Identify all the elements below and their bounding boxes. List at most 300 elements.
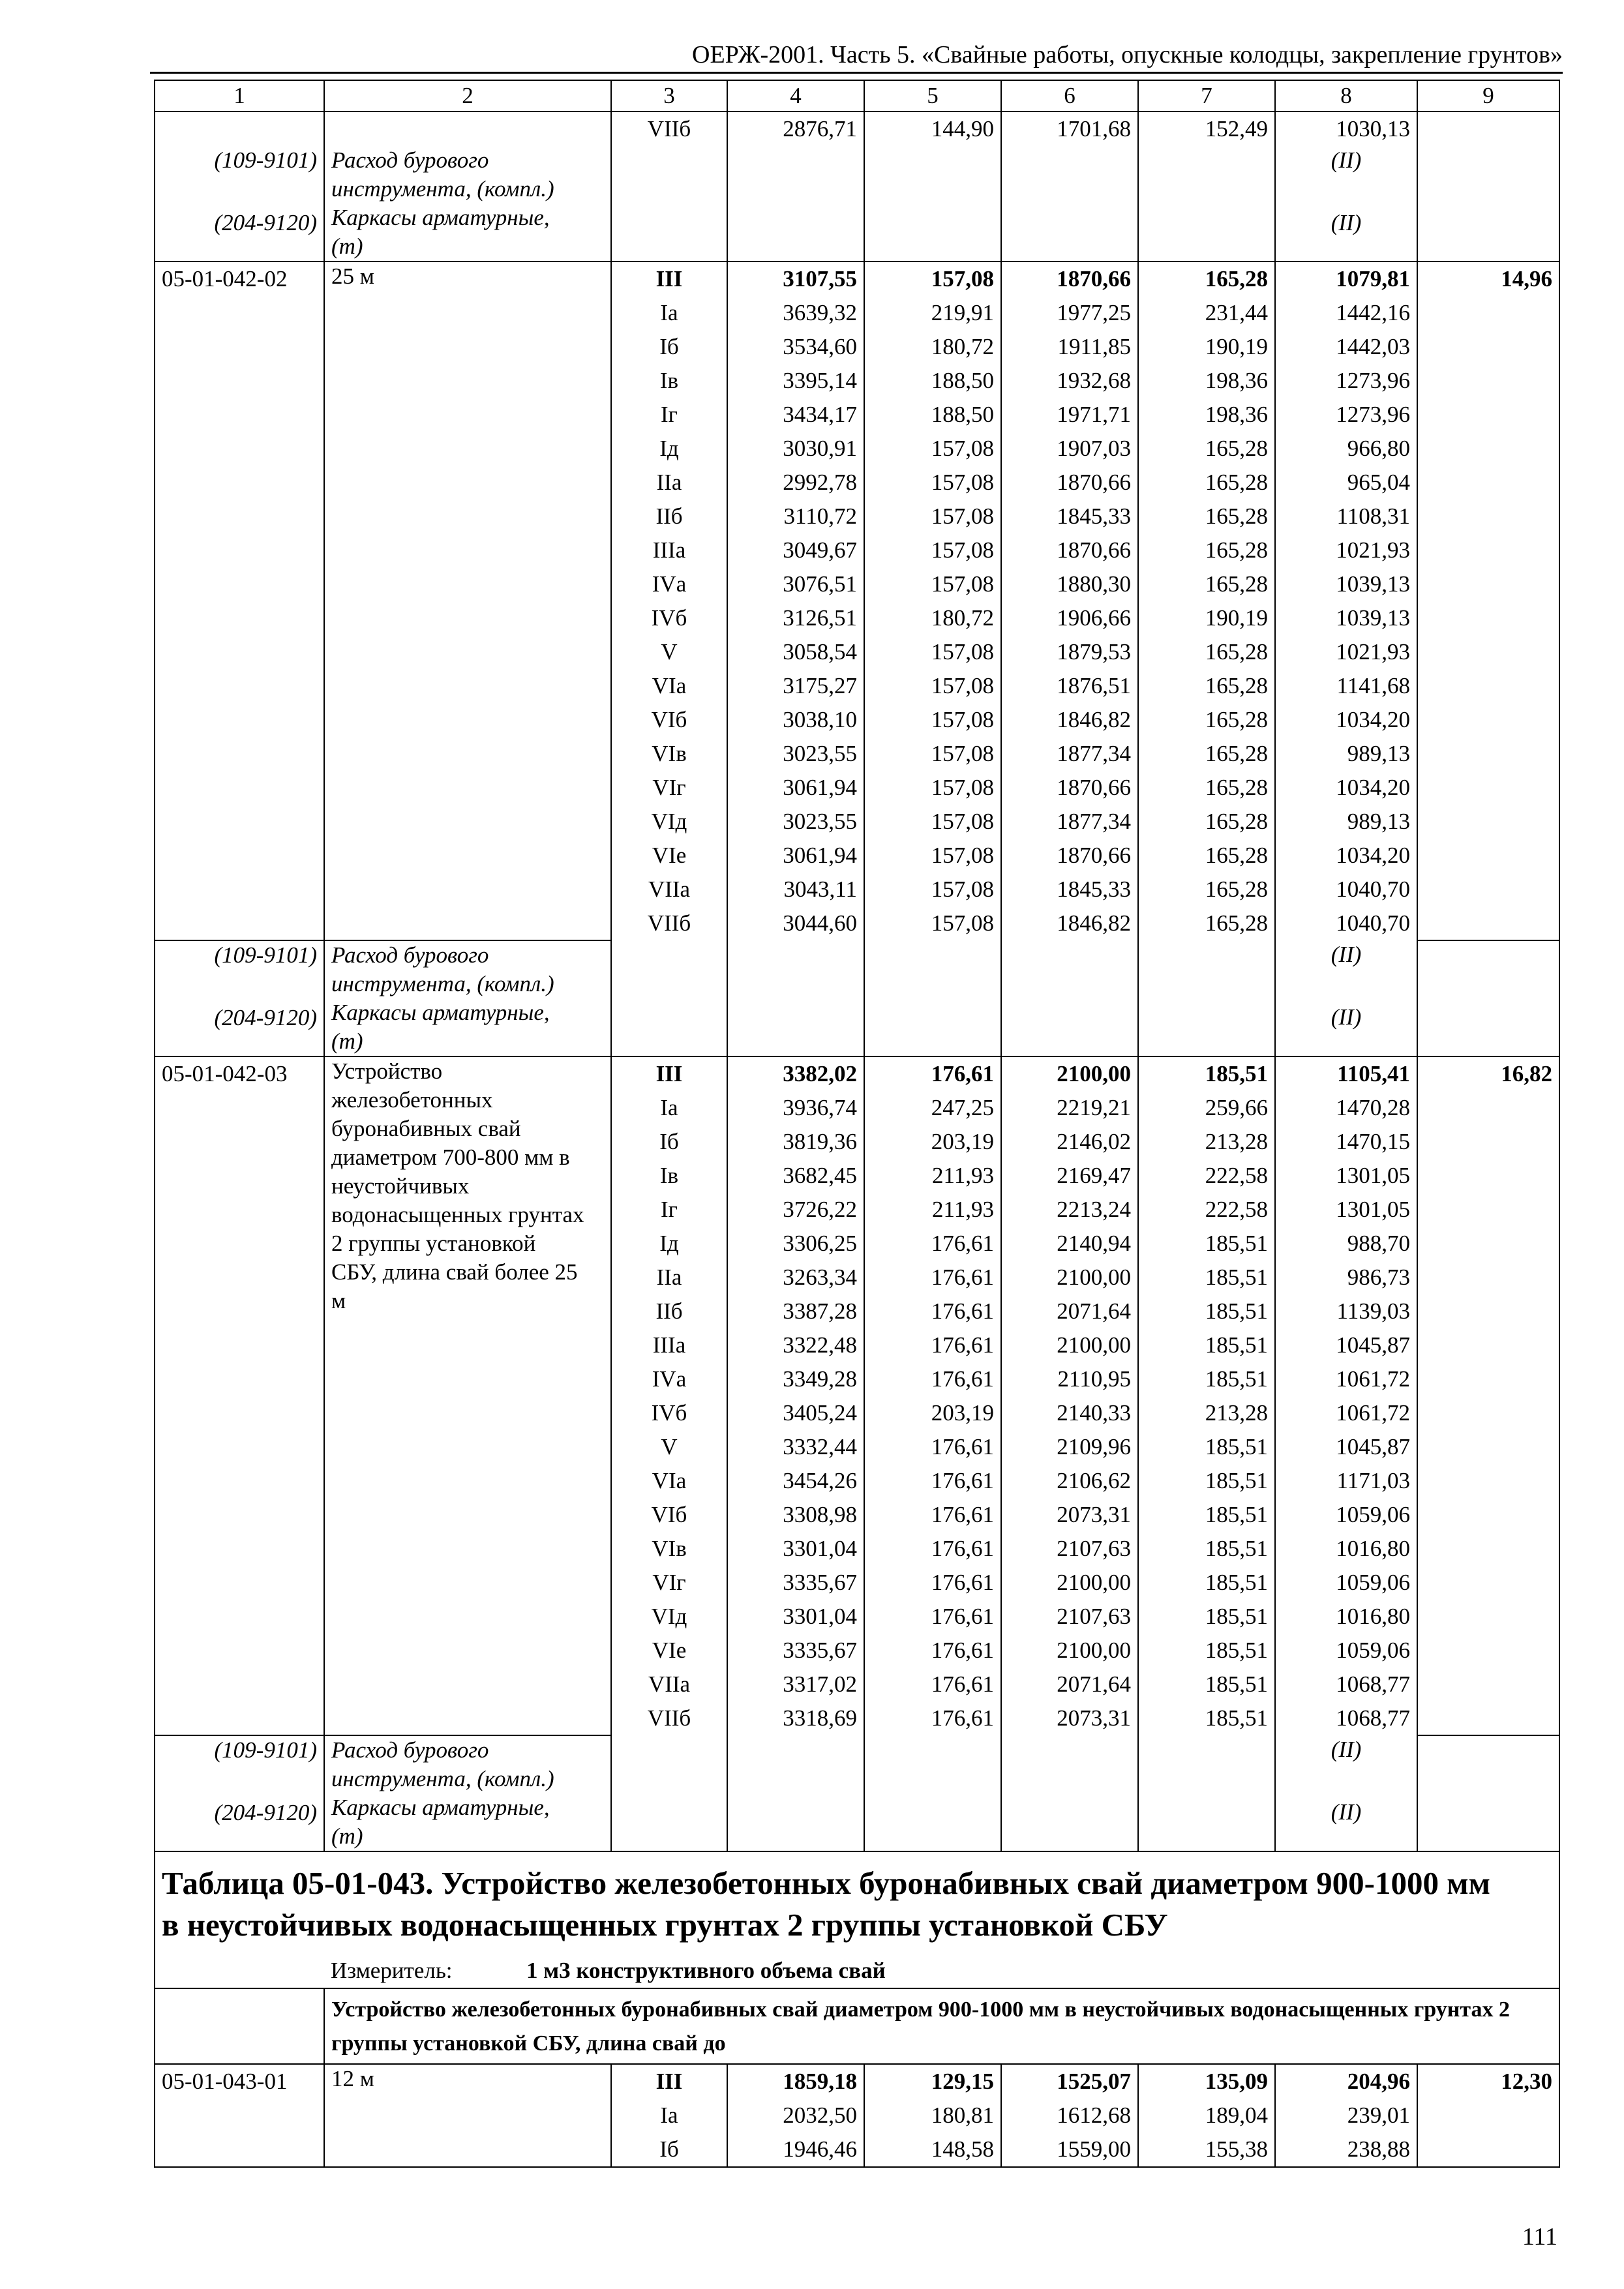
value-col-7: 155,38 bbox=[1138, 2132, 1275, 2167]
section-heading-spacer bbox=[155, 1988, 324, 2064]
value-col-5: 157,08 bbox=[864, 500, 1001, 533]
note-texts bbox=[324, 1735, 611, 1851]
value-col-6: 1879,53 bbox=[1001, 635, 1138, 669]
value-col-6: 1870,66 bbox=[1001, 839, 1138, 873]
value-col-7: 165,28 bbox=[1138, 873, 1275, 906]
value-col-7: 190,19 bbox=[1138, 330, 1275, 364]
note-col-4 bbox=[727, 146, 864, 262]
value-col-8: 1139,03 bbox=[1275, 1294, 1417, 1328]
value-col-7: 165,28 bbox=[1138, 737, 1275, 771]
note-text: инструмента, (компл.) bbox=[331, 1766, 554, 1791]
note-code: (204-9120) bbox=[214, 1800, 317, 1825]
table-row-total bbox=[155, 2064, 1559, 2099]
value-col-5: 176,61 bbox=[864, 1294, 1001, 1328]
value-col-8: 1273,96 bbox=[1275, 364, 1417, 398]
note-col-3 bbox=[611, 1735, 727, 1851]
note-text: Каркасы арматурные, bbox=[331, 205, 550, 230]
note-text: Расход бурового bbox=[331, 147, 489, 173]
work-description bbox=[324, 112, 611, 146]
value-col-5: 180,72 bbox=[864, 601, 1001, 635]
zone-code: VIа bbox=[611, 669, 727, 703]
value-col-8: 1301,05 bbox=[1275, 1159, 1417, 1193]
value-col-4: 3023,55 bbox=[727, 805, 864, 839]
value-col-8: 1016,80 bbox=[1275, 1600, 1417, 1634]
value-col-4: 3819,36 bbox=[727, 1125, 864, 1159]
work-description-line: Устройство bbox=[331, 1058, 443, 1084]
note-mark: (II) bbox=[1331, 1004, 1362, 1030]
value-col-7: 222,58 bbox=[1138, 1193, 1275, 1227]
value-col-4: 3395,14 bbox=[727, 364, 864, 398]
zone-code: VIв bbox=[611, 737, 727, 771]
value-col-8: 1034,20 bbox=[1275, 771, 1417, 805]
value-col-5: 180,72 bbox=[864, 330, 1001, 364]
value-col-7: 259,66 bbox=[1138, 1091, 1275, 1125]
section-heading-row bbox=[155, 1988, 1559, 2064]
value-col-5: 144,90 bbox=[864, 112, 1001, 146]
value-col-5: 157,08 bbox=[864, 262, 1001, 296]
value-col-6: 2071,64 bbox=[1001, 1294, 1138, 1328]
value-col-4: 1859,18 bbox=[727, 2064, 864, 2099]
work-description-line: 25 м bbox=[331, 263, 374, 289]
value-col-8: 988,70 bbox=[1275, 1227, 1417, 1261]
value-col-8: 239,01 bbox=[1275, 2099, 1417, 2132]
value-col-6: 2100,00 bbox=[1001, 1566, 1138, 1600]
rates-table-body bbox=[155, 80, 1559, 2167]
value-col-5: 157,08 bbox=[864, 737, 1001, 771]
column-number: 4 bbox=[727, 80, 864, 112]
value-col-4: 3382,02 bbox=[727, 1056, 864, 1091]
value-col-8: 1061,72 bbox=[1275, 1396, 1417, 1430]
note-col-7 bbox=[1138, 1735, 1275, 1851]
column-number: 8 bbox=[1275, 80, 1417, 112]
note-spacer bbox=[1282, 180, 1410, 209]
zone-code: Iб bbox=[611, 330, 727, 364]
rates-table bbox=[154, 80, 1560, 2168]
value-col-7: 185,51 bbox=[1138, 1600, 1275, 1634]
note-codes bbox=[155, 940, 324, 1056]
value-col-7: 198,36 bbox=[1138, 398, 1275, 432]
value-col-5: 176,61 bbox=[864, 1498, 1001, 1532]
value-col-7: 185,51 bbox=[1138, 1668, 1275, 1701]
zone-code: Iд bbox=[611, 432, 727, 466]
value-col-4: 3534,60 bbox=[727, 330, 864, 364]
value-col-6: 1845,33 bbox=[1001, 873, 1138, 906]
note-col-5 bbox=[864, 940, 1001, 1056]
note-col-6 bbox=[1001, 1735, 1138, 1851]
value-col-7: 222,58 bbox=[1138, 1159, 1275, 1193]
measure-row bbox=[155, 1954, 1559, 1988]
value-col-7: 185,51 bbox=[1138, 1701, 1275, 1735]
header-rule bbox=[150, 72, 1563, 74]
value-col-4: 3405,24 bbox=[727, 1396, 864, 1430]
zone-code: VIг bbox=[611, 771, 727, 805]
value-col-4: 3301,04 bbox=[727, 1532, 864, 1566]
section-heading: Устройство железобетонных буронабивных свай диаметром 900-1000 мм в неустойчивых водонасыщенных грунтах 2 группы установкой СБУ, длина свай до bbox=[324, 1988, 1559, 2064]
value-col-6: 1845,33 bbox=[1001, 500, 1138, 533]
value-col-8: 1470,15 bbox=[1275, 1125, 1417, 1159]
value-col-8: 1040,70 bbox=[1275, 873, 1417, 906]
value-col-6: 2109,96 bbox=[1001, 1430, 1138, 1464]
value-col-5: 176,61 bbox=[864, 1464, 1001, 1498]
value-col-4: 2876,71 bbox=[727, 112, 864, 146]
value-col-7: 165,28 bbox=[1138, 262, 1275, 296]
zone-code: III bbox=[611, 262, 727, 296]
value-col-7: 185,51 bbox=[1138, 1430, 1275, 1464]
value-col-4: 3038,10 bbox=[727, 703, 864, 737]
value-col-5: 157,08 bbox=[864, 567, 1001, 601]
zone-code: Iб bbox=[611, 1125, 727, 1159]
value-col-4: 3317,02 bbox=[727, 1668, 864, 1701]
value-col-4: 3110,72 bbox=[727, 500, 864, 533]
zone-code: VIд bbox=[611, 805, 727, 839]
value-col-4: 3263,34 bbox=[727, 1261, 864, 1294]
value-col-5: 176,61 bbox=[864, 1600, 1001, 1634]
value-col-6: 1870,66 bbox=[1001, 262, 1138, 296]
value-col-5: 176,61 bbox=[864, 1227, 1001, 1261]
zone-code: V bbox=[611, 1430, 727, 1464]
zone-code: IIа bbox=[611, 1261, 727, 1294]
value-col-5: 203,19 bbox=[864, 1396, 1001, 1430]
value-col-7: 185,51 bbox=[1138, 1294, 1275, 1328]
zone-code: VIд bbox=[611, 1600, 727, 1634]
value-col-7: 185,51 bbox=[1138, 1362, 1275, 1396]
measure-label: Измеритель: bbox=[324, 1954, 611, 1988]
table-caption-line: в неустойчивых водонасыщенных грунтах 2 группы установкой СБУ bbox=[162, 1907, 1168, 1943]
value-col-4: 3332,44 bbox=[727, 1430, 864, 1464]
value-col-4: 2032,50 bbox=[727, 2099, 864, 2132]
zone-code: IIб bbox=[611, 500, 727, 533]
notes-row bbox=[155, 146, 1559, 262]
value-col-7: 185,51 bbox=[1138, 1464, 1275, 1498]
note-code: (109-9101) bbox=[214, 1737, 317, 1763]
zone-code: VIб bbox=[611, 1498, 727, 1532]
value-col-6: 2100,00 bbox=[1001, 1261, 1138, 1294]
note-code: (204-9120) bbox=[214, 210, 317, 235]
table-caption-line: Таблица 05-01-043. Устройство железобетонных буронабивных свай диаметром 900-1000 мм bbox=[162, 1865, 1490, 1901]
value-col-7: 165,28 bbox=[1138, 533, 1275, 567]
work-description-line: м bbox=[331, 1288, 346, 1313]
work-description bbox=[324, 262, 611, 940]
note-texts bbox=[324, 940, 611, 1056]
value-col-5: 157,08 bbox=[864, 805, 1001, 839]
zone-code: Iг bbox=[611, 398, 727, 432]
value-col-5: 157,08 bbox=[864, 432, 1001, 466]
zone-code: VIа bbox=[611, 1464, 727, 1498]
value-col-4: 3301,04 bbox=[727, 1600, 864, 1634]
value-col-4: 3049,67 bbox=[727, 533, 864, 567]
value-col-5: 157,08 bbox=[864, 873, 1001, 906]
note-col-4 bbox=[727, 1735, 864, 1851]
value-col-4: 3349,28 bbox=[727, 1362, 864, 1396]
work-description-line: 12 м bbox=[331, 2066, 374, 2091]
measure-value: 1 м3 конструктивного объема свай bbox=[611, 1954, 1559, 1988]
zone-code: Iг bbox=[611, 1193, 727, 1227]
value-col-6: 1877,34 bbox=[1001, 805, 1138, 839]
value-col-7: 165,28 bbox=[1138, 669, 1275, 703]
work-description bbox=[324, 1056, 611, 1735]
value-col-5: 157,08 bbox=[864, 771, 1001, 805]
value-col-5: 129,15 bbox=[864, 2064, 1001, 2099]
value-col-6: 2213,24 bbox=[1001, 1193, 1138, 1227]
value-col-6: 1977,25 bbox=[1001, 296, 1138, 330]
note-col-4 bbox=[727, 940, 864, 1056]
value-col-5: 211,93 bbox=[864, 1193, 1001, 1227]
value-col-6: 2219,21 bbox=[1001, 1091, 1138, 1125]
value-col-7: 190,19 bbox=[1138, 601, 1275, 635]
zone-code: VIIб bbox=[611, 1701, 727, 1735]
value-col-8: 1470,28 bbox=[1275, 1091, 1417, 1125]
value-col-5: 247,25 bbox=[864, 1091, 1001, 1125]
value-col-7: 185,51 bbox=[1138, 1498, 1275, 1532]
value-col-8: 1171,03 bbox=[1275, 1464, 1417, 1498]
value-col-6: 1932,68 bbox=[1001, 364, 1138, 398]
value-col-4: 3454,26 bbox=[727, 1464, 864, 1498]
note-col-3 bbox=[611, 940, 727, 1056]
zone-code: VIе bbox=[611, 839, 727, 873]
value-col-7: 185,51 bbox=[1138, 1566, 1275, 1600]
value-col-7: 185,51 bbox=[1138, 1261, 1275, 1294]
value-col-7: 189,04 bbox=[1138, 2099, 1275, 2132]
note-spacer bbox=[162, 180, 317, 209]
value-col-7: 165,28 bbox=[1138, 839, 1275, 873]
note-text: инструмента, (компл.) bbox=[331, 176, 554, 202]
value-col-7: 165,28 bbox=[1138, 432, 1275, 466]
value-col-7: 198,36 bbox=[1138, 364, 1275, 398]
value-col-6: 2146,02 bbox=[1001, 1125, 1138, 1159]
column-number: 1 bbox=[155, 80, 324, 112]
value-col-4: 3044,60 bbox=[727, 906, 864, 940]
value-col-6: 2100,00 bbox=[1001, 1634, 1138, 1668]
value-col-5: 188,50 bbox=[864, 364, 1001, 398]
value-col-6: 1870,66 bbox=[1001, 533, 1138, 567]
value-col-6: 1876,51 bbox=[1001, 669, 1138, 703]
value-col-7: 165,28 bbox=[1138, 906, 1275, 940]
note-spacer bbox=[162, 1770, 317, 1799]
value-col-5: 176,61 bbox=[864, 1261, 1001, 1294]
rate-code: 05-01-043-01 bbox=[155, 2064, 324, 2167]
notes-row bbox=[155, 1735, 1559, 1851]
value-col-4: 3318,69 bbox=[727, 1701, 864, 1735]
column-number-row bbox=[155, 80, 1559, 112]
note-spacer bbox=[1282, 1769, 1410, 1798]
value-col-5: 157,08 bbox=[864, 533, 1001, 567]
note-col-8 bbox=[1275, 146, 1417, 262]
value-col-6: 1870,66 bbox=[1001, 466, 1138, 500]
value-col-8: 1059,06 bbox=[1275, 1498, 1417, 1532]
rate-code: 05-01-042-02 bbox=[155, 262, 324, 940]
note-mark: (II) bbox=[1331, 1737, 1362, 1762]
work-description-line: железобетонных bbox=[331, 1087, 493, 1113]
value-col-6: 2106,62 bbox=[1001, 1464, 1138, 1498]
value-col-7: 135,09 bbox=[1138, 2064, 1275, 2099]
table-043-caption-row bbox=[155, 1851, 1559, 1954]
zone-code: IVа bbox=[611, 567, 727, 601]
value-col-6: 1701,68 bbox=[1001, 112, 1138, 146]
zone-code: IIа bbox=[611, 466, 727, 500]
note-col-9 bbox=[1417, 940, 1559, 1056]
note-text: Каркасы арматурные, bbox=[331, 1000, 550, 1025]
work-description-line: водонасыщенных грунтах bbox=[331, 1202, 584, 1227]
zone-code: Iд bbox=[611, 1227, 727, 1261]
value-col-6: 2107,63 bbox=[1001, 1600, 1138, 1634]
note-text: Расход бурового bbox=[331, 942, 489, 968]
rate-code: 05-01-042-03 bbox=[155, 1056, 324, 1735]
value-col-8: 1016,80 bbox=[1275, 1532, 1417, 1566]
value-col-6: 1877,34 bbox=[1001, 737, 1138, 771]
value-col-7: 165,28 bbox=[1138, 771, 1275, 805]
value-col-5: 176,61 bbox=[864, 1668, 1001, 1701]
value-col-8: 1442,16 bbox=[1275, 296, 1417, 330]
value-col-6: 1880,30 bbox=[1001, 567, 1138, 601]
value-col-5: 176,61 bbox=[864, 1532, 1001, 1566]
value-col-6: 1612,68 bbox=[1001, 2099, 1138, 2132]
note-mark: (II) bbox=[1331, 210, 1362, 235]
zone-code: III bbox=[611, 2064, 727, 2099]
value-col-7: 165,28 bbox=[1138, 635, 1275, 669]
value-col-8: 1021,93 bbox=[1275, 533, 1417, 567]
note-col-6 bbox=[1001, 146, 1138, 262]
zone-code: Iа bbox=[611, 1091, 727, 1125]
zone-code: VIг bbox=[611, 1566, 727, 1600]
value-col-4: 3043,11 bbox=[727, 873, 864, 906]
value-col-6: 1846,82 bbox=[1001, 906, 1138, 940]
zone-code: VIIа bbox=[611, 873, 727, 906]
zone-code: VIIа bbox=[611, 1668, 727, 1701]
value-col-4: 3126,51 bbox=[727, 601, 864, 635]
value-col-7: 165,28 bbox=[1138, 466, 1275, 500]
work-description-line: 2 группы установкой bbox=[331, 1231, 536, 1256]
value-col-4: 3076,51 bbox=[727, 567, 864, 601]
value-col-5: 203,19 bbox=[864, 1125, 1001, 1159]
zone-code: Iв bbox=[611, 1159, 727, 1193]
value-col-5: 176,61 bbox=[864, 1701, 1001, 1735]
value-col-6: 1907,03 bbox=[1001, 432, 1138, 466]
value-col-7: 185,51 bbox=[1138, 1227, 1275, 1261]
value-col-9 bbox=[1417, 112, 1559, 146]
note-col-3 bbox=[611, 146, 727, 262]
zone-code: IVб bbox=[611, 1396, 727, 1430]
value-col-7: 185,51 bbox=[1138, 1634, 1275, 1668]
column-number: 3 bbox=[611, 80, 727, 112]
zone-code: Iв bbox=[611, 364, 727, 398]
table-043-caption bbox=[155, 1851, 1559, 1954]
value-col-7: 165,28 bbox=[1138, 500, 1275, 533]
value-col-4: 3335,67 bbox=[727, 1634, 864, 1668]
value-col-7: 152,49 bbox=[1138, 112, 1275, 146]
value-col-5: 157,08 bbox=[864, 906, 1001, 940]
value-col-6: 2073,31 bbox=[1001, 1701, 1138, 1735]
zone-code: IIб bbox=[611, 1294, 727, 1328]
value-col-5: 176,61 bbox=[864, 1056, 1001, 1091]
note-col-9 bbox=[1417, 1735, 1559, 1851]
value-col-5: 176,61 bbox=[864, 1362, 1001, 1396]
zone-code: VIе bbox=[611, 1634, 727, 1668]
zone-code: IIIа bbox=[611, 533, 727, 567]
notes-row bbox=[155, 940, 1559, 1056]
note-text: Каркасы арматурные, bbox=[331, 1795, 550, 1820]
value-col-9: 12,30 bbox=[1417, 2064, 1559, 2167]
value-col-8: 1273,96 bbox=[1275, 398, 1417, 432]
note-spacer bbox=[162, 975, 317, 1004]
value-col-5: 157,08 bbox=[864, 669, 1001, 703]
value-col-6: 2071,64 bbox=[1001, 1668, 1138, 1701]
value-col-5: 157,08 bbox=[864, 635, 1001, 669]
value-col-8: 238,88 bbox=[1275, 2132, 1417, 2167]
value-col-8: 1021,93 bbox=[1275, 635, 1417, 669]
work-description-line: СБУ, длина свай более 25 bbox=[331, 1259, 578, 1285]
value-col-8: 1045,87 bbox=[1275, 1328, 1417, 1362]
note-spacer bbox=[1282, 974, 1410, 1003]
value-col-4: 3936,74 bbox=[727, 1091, 864, 1125]
note-col-7 bbox=[1138, 146, 1275, 262]
value-col-7: 165,28 bbox=[1138, 567, 1275, 601]
value-col-5: 176,61 bbox=[864, 1430, 1001, 1464]
zone-code: Iб bbox=[611, 2132, 727, 2167]
value-col-8: 1068,77 bbox=[1275, 1701, 1417, 1735]
value-col-8: 1079,81 bbox=[1275, 262, 1417, 296]
note-text: инструмента, (компл.) bbox=[331, 971, 554, 996]
value-col-4: 3387,28 bbox=[727, 1294, 864, 1328]
value-col-5: 219,91 bbox=[864, 296, 1001, 330]
value-col-9: 14,96 bbox=[1417, 262, 1559, 940]
value-col-8: 1030,13 bbox=[1275, 112, 1417, 146]
value-col-6: 2073,31 bbox=[1001, 1498, 1138, 1532]
value-col-8: 986,73 bbox=[1275, 1261, 1417, 1294]
value-col-4: 3639,32 bbox=[727, 296, 864, 330]
value-col-6: 2107,63 bbox=[1001, 1532, 1138, 1566]
value-col-4: 2992,78 bbox=[727, 466, 864, 500]
value-col-5: 157,08 bbox=[864, 703, 1001, 737]
value-col-4: 3030,91 bbox=[727, 432, 864, 466]
work-description-line: неустойчивых bbox=[331, 1173, 470, 1199]
note-mark: (II) bbox=[1331, 147, 1362, 173]
value-col-4: 3061,94 bbox=[727, 839, 864, 873]
zone-code: VIв bbox=[611, 1532, 727, 1566]
note-codes bbox=[155, 146, 324, 262]
value-col-4: 3107,55 bbox=[727, 262, 864, 296]
value-col-4: 3023,55 bbox=[727, 737, 864, 771]
value-col-8: 1442,03 bbox=[1275, 330, 1417, 364]
zone-code: Iа bbox=[611, 296, 727, 330]
note-col-7 bbox=[1138, 940, 1275, 1056]
zone-code: Iа bbox=[611, 2099, 727, 2132]
note-col-6 bbox=[1001, 940, 1138, 1056]
value-col-8: 1040,70 bbox=[1275, 906, 1417, 940]
note-codes bbox=[155, 1735, 324, 1851]
value-col-5: 176,61 bbox=[864, 1566, 1001, 1600]
value-col-5: 180,81 bbox=[864, 2099, 1001, 2132]
value-col-4: 1946,46 bbox=[727, 2132, 864, 2167]
zone-code: VIб bbox=[611, 703, 727, 737]
note-col-5 bbox=[864, 146, 1001, 262]
zone-code: V bbox=[611, 635, 727, 669]
value-col-8: 1034,20 bbox=[1275, 703, 1417, 737]
value-col-5: 211,93 bbox=[864, 1159, 1001, 1193]
column-number: 2 bbox=[324, 80, 611, 112]
column-number: 5 bbox=[864, 80, 1001, 112]
note-code: (204-9120) bbox=[214, 1005, 317, 1030]
value-col-7: 185,51 bbox=[1138, 1056, 1275, 1091]
value-col-6: 2100,00 bbox=[1001, 1328, 1138, 1362]
value-col-5: 157,08 bbox=[864, 466, 1001, 500]
value-col-8: 1059,06 bbox=[1275, 1566, 1417, 1600]
value-col-5: 176,61 bbox=[864, 1634, 1001, 1668]
value-col-8: 1061,72 bbox=[1275, 1362, 1417, 1396]
value-col-5: 188,50 bbox=[864, 398, 1001, 432]
note-text: (т) bbox=[331, 1028, 363, 1054]
value-col-8: 1105,41 bbox=[1275, 1056, 1417, 1091]
value-col-7: 185,51 bbox=[1138, 1532, 1275, 1566]
